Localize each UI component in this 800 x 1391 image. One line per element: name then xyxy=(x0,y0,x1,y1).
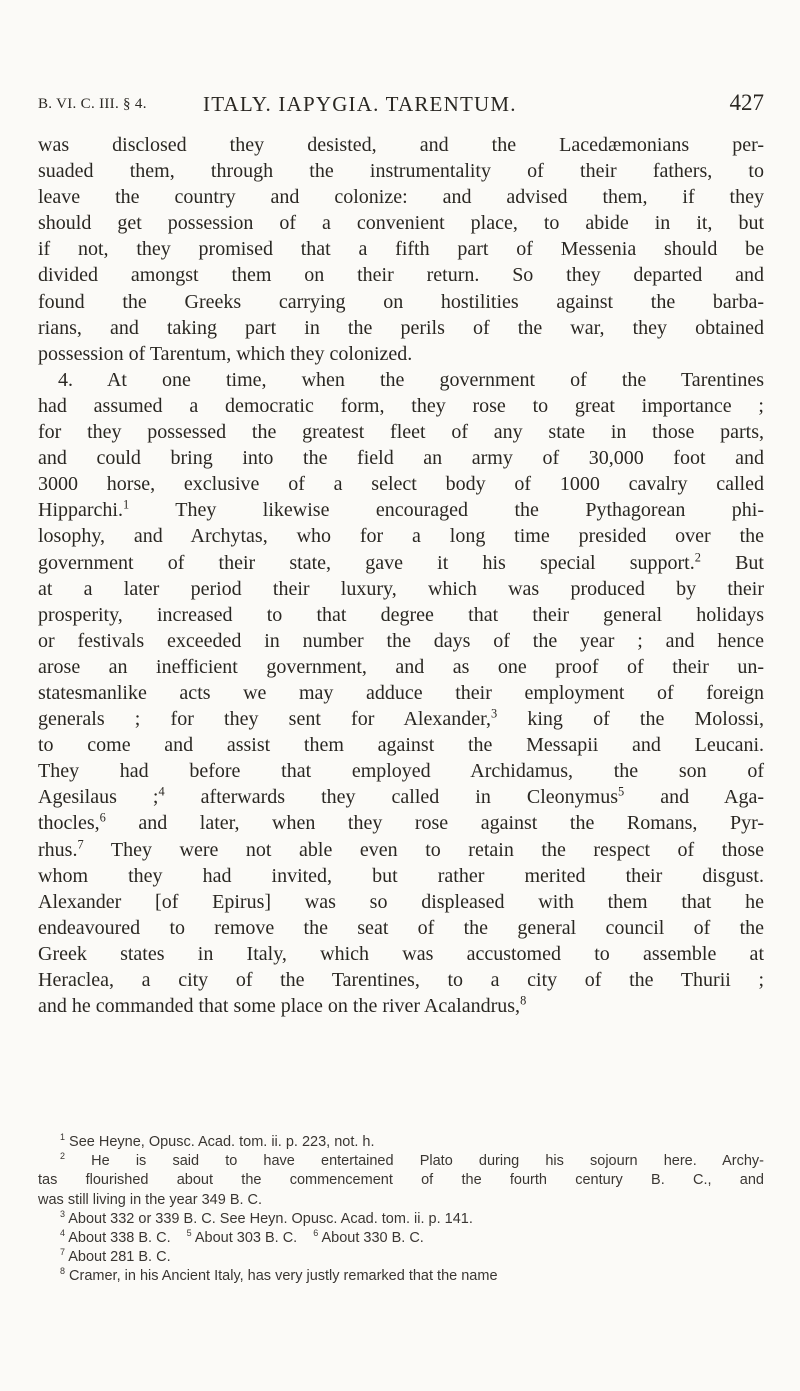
running-title: ITALY. IAPYGIA. TARENTUM. xyxy=(203,92,517,116)
line-text: statesmanlike acts we may adduce their employment of foreign xyxy=(38,681,764,704)
line-text: losophy, and Archytas, who for a long time presided over the xyxy=(38,525,764,548)
line-text: divided amongst them on their return. So they departed and xyxy=(38,264,764,287)
text-line xyxy=(38,576,764,602)
text-line xyxy=(38,471,764,497)
line-text: arose an inefficient government, and as one proof of their un- xyxy=(38,655,764,678)
text-line xyxy=(38,419,764,445)
line-text: and Aga- xyxy=(624,786,764,809)
footnote-ref: 4 xyxy=(158,784,165,799)
footnote-line xyxy=(38,1210,764,1229)
text-line xyxy=(38,393,764,419)
line-text: possession of Tarentum, which they colonized. xyxy=(38,342,413,365)
text-line xyxy=(38,941,764,967)
line-text: and could bring into the field an army of 30,000 foot and xyxy=(38,447,764,470)
text-line xyxy=(38,758,764,784)
footnote-ref: 3 xyxy=(490,706,498,721)
footnote-mark: 5 xyxy=(186,1228,192,1239)
line-text: and he commanded that some place on the river Acalandrus, xyxy=(38,995,521,1018)
line-text: 3000 horse, exclusive of a select body of 1000 cavalry called xyxy=(38,473,764,496)
footnote-line xyxy=(38,1171,764,1190)
text-line xyxy=(38,132,764,158)
line-text: whom they had invited, but rather merited their disgust. xyxy=(38,864,764,887)
line-text: afterwards they called in Cleonymus xyxy=(164,786,618,809)
line-text: They had before that employed Archidamus, the son of xyxy=(38,760,764,783)
footnote-mark: 7 xyxy=(60,1247,65,1258)
line-text: had assumed a democratic form, they rose to great importance ; xyxy=(38,394,764,417)
page-number: 427 xyxy=(729,90,764,115)
footnote-ref: 1 xyxy=(122,497,130,512)
line-text: if not, they promised that a fifth part of Messenia should be xyxy=(38,238,764,261)
line-text: should get possession of a convenient place, to abide in it, but xyxy=(38,212,764,235)
line-text: prosperity, increased to that degree that their general holidays xyxy=(38,603,764,626)
text-line xyxy=(38,158,764,184)
footnote-mark: 3 xyxy=(60,1208,65,1219)
line-text: generals ; for they sent for Alexander, xyxy=(38,708,491,731)
text-line xyxy=(38,810,764,836)
footnote-line xyxy=(38,1229,764,1248)
line-text: They were not able even to retain the respect of those xyxy=(83,838,764,861)
text-line xyxy=(38,628,764,654)
text-line xyxy=(38,445,764,471)
text-line xyxy=(38,784,764,810)
line-text: Heraclea, a city of the Tarentines, to a city of the Thurii ; xyxy=(38,969,764,991)
line-text: or festivals exceeded in number the days of the year ; and hence xyxy=(38,629,764,652)
line-text: They likewise encouraged the Pythagorean phi- xyxy=(129,499,764,522)
footnote-ref: 8 xyxy=(520,993,527,1008)
text-line xyxy=(38,915,764,941)
line-text: endeavoured to remove the seat of the general council of the xyxy=(38,916,764,939)
text-line xyxy=(38,602,764,628)
footnote-text: About 303 B. C. xyxy=(194,1229,298,1246)
footnote-ref: 5 xyxy=(618,784,625,799)
text-line xyxy=(38,837,764,863)
footnote-text: was still living in the year 349 B. C. xyxy=(38,1191,263,1208)
footnote-ref: 2 xyxy=(694,549,701,564)
text-line xyxy=(38,184,764,210)
text-line xyxy=(38,341,764,367)
line-text: But xyxy=(700,551,764,574)
text-line xyxy=(38,315,764,341)
line-text: Agesilaus ; xyxy=(38,786,159,809)
footnote-text: See Heyne, Opusc. Acad. tom. ii. p. 223, not. h. xyxy=(69,1134,375,1150)
line-text: Hipparchi. xyxy=(38,499,123,522)
line-text: thocles, xyxy=(38,812,100,835)
text-line xyxy=(38,889,764,915)
text-line xyxy=(38,497,764,523)
footnote-ref: 7 xyxy=(77,836,84,851)
text-line xyxy=(38,289,764,315)
footnote-mark: 8 xyxy=(60,1266,65,1277)
running-header xyxy=(38,92,764,122)
text-line xyxy=(38,654,764,680)
line-text: for they possessed the greatest fleet of any state in those parts, xyxy=(38,421,764,444)
text-line xyxy=(38,236,764,262)
footnote-text: About 332 or 339 B. C. See Heyn. Opusc. Acad. tom. ii. p. 141. xyxy=(68,1210,473,1227)
line-text: found the Greeks carrying on hostilities against the barba- xyxy=(38,290,764,313)
line-text: at a later period their luxury, which was produced by their xyxy=(38,577,764,600)
text-line xyxy=(38,523,764,549)
footnote-mark: 4 xyxy=(60,1228,65,1239)
text-line xyxy=(38,863,764,889)
footnote-text: He is said to have entertained Plato during his sojourn here. Archy- xyxy=(91,1153,765,1170)
footnote-text: About 281 B. C. xyxy=(68,1249,171,1266)
line-text: government of their state, gave it his special support. xyxy=(38,551,695,574)
footnote-line xyxy=(38,1248,764,1267)
line-text: Greek states in Italy, which was accustomed to assemble at xyxy=(38,942,764,965)
footnote-line xyxy=(38,1267,764,1286)
text-line xyxy=(38,262,764,288)
text-line xyxy=(38,967,764,993)
footnote-line xyxy=(38,1191,764,1210)
line-text: rhus. xyxy=(38,838,78,861)
line-text: suaded them, through the instrumentality of their fathers, to xyxy=(38,160,764,183)
text-line xyxy=(38,732,764,758)
text-line xyxy=(38,993,764,1019)
text-line xyxy=(38,706,764,732)
footnote-text: About 330 B. C. xyxy=(321,1229,424,1246)
footnote-text: About 338 B. C. xyxy=(68,1229,171,1246)
footnote-mark: 1 xyxy=(60,1132,65,1143)
line-text: and later, when they rose against the Romans, Pyr- xyxy=(105,812,764,835)
footnote-mark: 2 xyxy=(60,1151,65,1162)
main-text xyxy=(38,132,764,1019)
footnote-ref: 6 xyxy=(99,810,106,825)
text-line xyxy=(38,210,764,236)
text-line xyxy=(38,680,764,706)
footnotes xyxy=(38,1133,764,1287)
footnote-text: tas flourished about the commencement of the fourth century B. C., and xyxy=(38,1172,764,1189)
line-text: Alexander [of Epirus] was so displeased with them that he xyxy=(38,890,764,913)
footnote-line xyxy=(38,1133,764,1152)
footnote-line xyxy=(38,1152,764,1171)
footnote-mark: 6 xyxy=(313,1228,319,1239)
line-text: rians, and taking part in the perils of the war, they obtained xyxy=(38,316,764,339)
line-text: leave the country and colonize: and advised them, if they xyxy=(38,186,764,209)
line-text: 4. At one time, when the government of the Tarentines xyxy=(58,368,764,391)
line-text: king of the Molossi, xyxy=(497,708,764,731)
text-line xyxy=(38,367,764,393)
footnote-text: Cramer, in his Ancient Italy, has very justly remarked that the name xyxy=(69,1268,498,1285)
line-text: was disclosed they desisted, and the Lacedæmonians per- xyxy=(38,134,764,156)
line-text: to come and assist them against the Messapii and Leucani. xyxy=(38,734,764,757)
book-chapter-reference: B. VI. C. III. § 4. xyxy=(38,96,147,112)
text-line xyxy=(38,550,764,576)
